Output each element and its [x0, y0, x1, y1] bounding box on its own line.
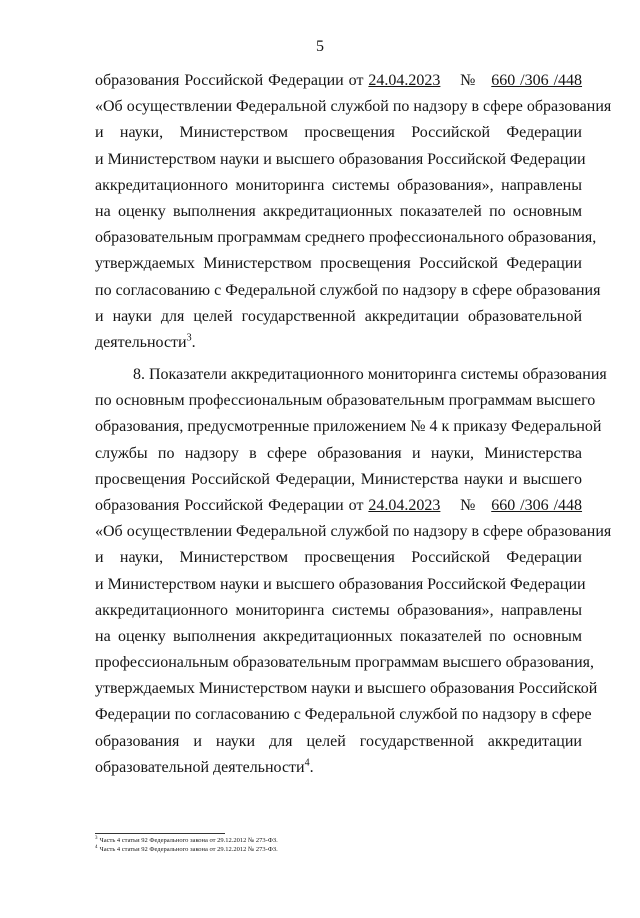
footnote-reference: 3: [186, 332, 192, 344]
text-run: образования Российской Федерации от: [95, 72, 369, 89]
paragraph-line: образования, предусмотренные приложением № 4 к приказу Федеральной: [95, 418, 602, 436]
paragraph-line: [95, 493, 582, 519]
text-run: деятельности: [95, 333, 187, 351]
order-number: 660 /306 /448: [491, 496, 583, 514]
paragraph-line: и науки для целей государственной аккредитации образовательной: [95, 307, 582, 325]
paragraph-line: профессиональным образовательным программам высшего образования,: [95, 654, 595, 672]
order-date: 24.04.2023: [368, 72, 441, 89]
footnote: [95, 845, 575, 854]
paragraph-line: на оценку выполнения аккредитационных показателей по основным: [95, 202, 582, 220]
paragraph-line: по основным профессиональным образовательным программам высшего: [95, 392, 596, 410]
paragraph-line: аккредитационного мониторинга системы образования», направлены: [95, 176, 582, 194]
paragraph-line: и Министерством науки и высшего образования Российской Федерации: [95, 150, 586, 168]
order-number: 660 /306 /448: [491, 72, 583, 89]
paragraph-line: утверждаемых Министерством науки и высшего образования Российской: [95, 680, 598, 698]
paragraph-line: утверждаемых Министерством просвещения Российской Федерации: [95, 255, 582, 273]
paragraph-line: и Министерством науки и высшего образования Российской Федерации: [95, 575, 586, 593]
footnote-text: Часть 4 статьи 92 Федерального закона от 29.12.2012 № 273-ФЗ.: [99, 837, 278, 844]
text-run: №: [440, 72, 492, 89]
footnote: [95, 836, 575, 845]
paragraph-line: службы по надзору в сфере образования и науки, Министерства: [95, 444, 582, 462]
paragraph-line: образовательным программам среднего профессионального образования,: [95, 229, 597, 247]
text-run: образовательной деятельности: [95, 758, 305, 776]
paragraph-line: «Об осуществлении Федеральной службой по надзору в сфере образования: [95, 523, 612, 541]
footnote-mark: 4: [95, 844, 98, 850]
paragraph-line: аккредитационного мониторинга системы образования», направлены: [95, 601, 582, 619]
paragraph-1: [95, 68, 612, 356]
paragraph-line: 8. Показатели аккредитационного мониторинга системы образования: [133, 366, 607, 383]
footnote-text: Часть 4 статьи 92 Федерального закона от 29.12.2012 № 273-ФЗ.: [99, 846, 278, 853]
paragraph-line: по согласованию с Федеральной службой по надзору в сфере образования: [95, 281, 601, 299]
footnote-mark: 3: [95, 835, 98, 841]
footnote-divider: [95, 833, 225, 834]
paragraph-line: на оценку выполнения аккредитационных показателей по основным: [95, 627, 582, 645]
paragraph-2: [95, 362, 612, 781]
footnote-reference: 4: [304, 757, 310, 769]
paragraph-line: образования и науки для целей государственной аккредитации: [95, 732, 582, 750]
text-run: образования Российской Федерации от: [95, 496, 369, 514]
order-date: 24.04.2023: [368, 496, 441, 514]
paragraph-line: [95, 68, 582, 94]
footnotes: [95, 836, 575, 854]
paragraph-line: и науки, Министерством просвещения Российской Федерации: [95, 124, 582, 142]
paragraph-line: просвещения Российской Федерации, Министерства науки и высшего: [95, 470, 582, 488]
paragraph-line: Федерации по согласованию с Федеральной службой по надзору в сфере: [95, 706, 592, 724]
text-run: №: [440, 496, 492, 514]
page-number: 5: [316, 38, 324, 55]
paragraph-line: деятельности$^3$.: [95, 332, 196, 351]
paragraph-line: «Об осуществлении Федеральной службой по надзору в сфере образования: [95, 98, 612, 116]
paragraph-line: образовательной деятельности$^4$.: [95, 757, 314, 776]
paragraph-line: и науки, Министерством просвещения Российской Федерации: [95, 549, 582, 567]
